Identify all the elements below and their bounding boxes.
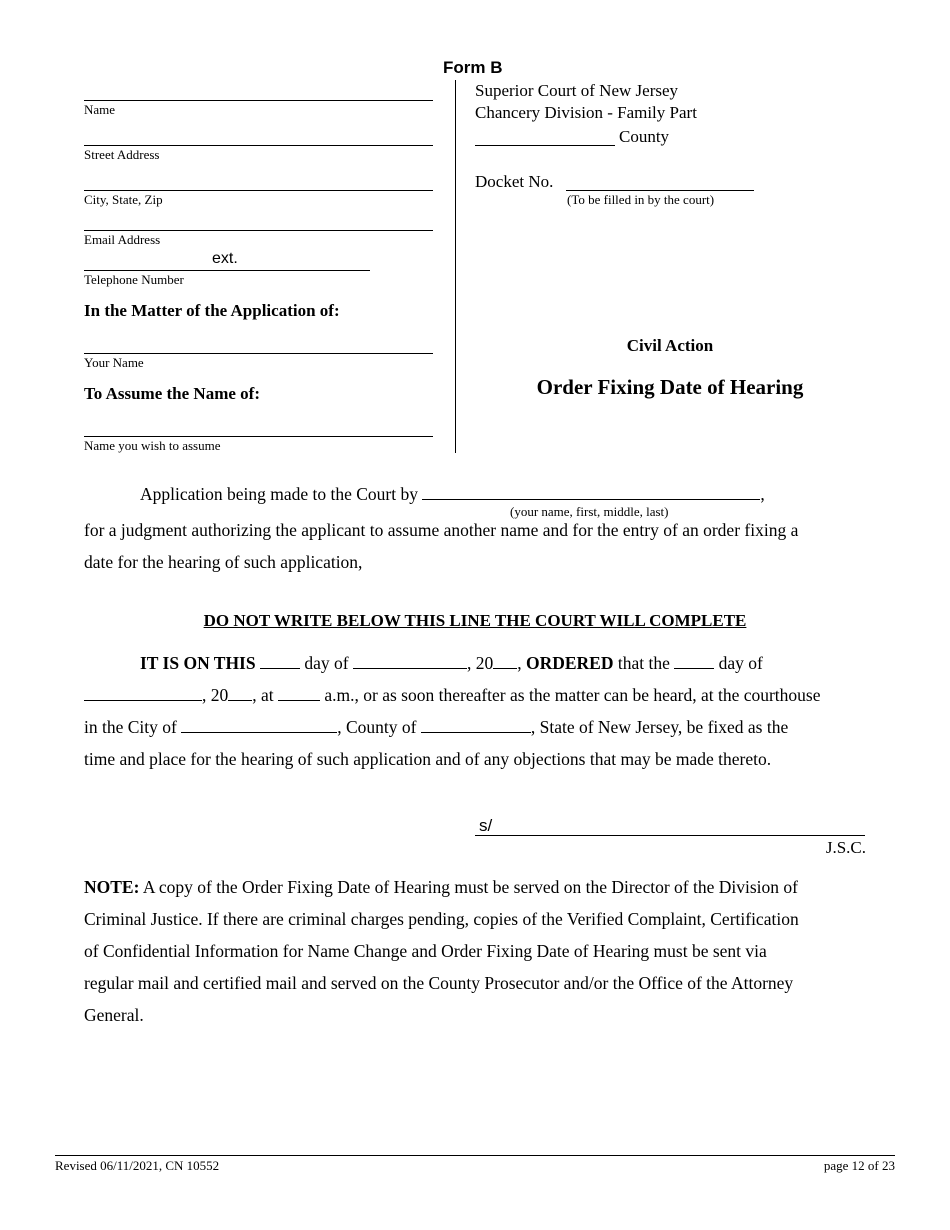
civil-action: Civil Action: [626, 336, 714, 355]
hearing-day-field[interactable]: [674, 651, 714, 669]
wish-name-input-line[interactable]: [84, 436, 433, 437]
at-text: , at: [252, 685, 274, 705]
year-prefix-2: , 20: [202, 685, 229, 705]
assume-heading: To Assume the Name of:: [84, 384, 260, 403]
am-text: a.m., or as soon thereafter as the matter can be heard, at the courthouse: [324, 685, 821, 705]
note-label: NOTE:: [84, 877, 140, 897]
city-label: City, State, Zip: [84, 192, 163, 207]
order-day-field[interactable]: [260, 651, 300, 669]
application-line1: [140, 482, 765, 505]
city-field[interactable]: [181, 715, 337, 733]
phone-label: Telephone Number: [84, 272, 184, 287]
state-text: , State of New Jersey, be fixed as the: [530, 717, 789, 737]
name-label: Name: [84, 102, 116, 117]
order-last-line: time and place for the hearing of such application and of any objections that may be made thereto.: [84, 749, 772, 769]
county-of-text: , County of: [337, 717, 417, 737]
court-line1: Superior Court of New Jersey: [475, 81, 679, 100]
it-is-on-this: IT IS ON THIS: [140, 653, 256, 673]
street-label: Street Address: [84, 147, 160, 162]
day-of-text-2: day of: [718, 653, 763, 673]
application-line3: date for the hearing of such application,: [84, 552, 363, 572]
in-city-text: in the City of: [84, 717, 177, 737]
ext-label: ext.: [212, 250, 238, 267]
note-paragraph: [84, 871, 874, 1031]
hearing-month-field[interactable]: [84, 683, 202, 701]
order-title: Order Fixing Date of Hearing: [536, 375, 804, 399]
applicant-name-note: (your name, first, middle, last): [510, 504, 669, 519]
hearing-year-field[interactable]: [228, 683, 252, 701]
your-name-input-line[interactable]: [84, 353, 433, 354]
county-field[interactable]: [421, 715, 531, 733]
caption-divider: [455, 80, 456, 453]
ordered-text: ORDERED: [525, 653, 614, 673]
your-name-label: Your Name: [84, 355, 144, 370]
signature-prefix: s/: [479, 816, 493, 835]
that-the-text: that the: [617, 653, 670, 673]
footer-revised: Revised 06/11/2021, CN 10552: [55, 1158, 220, 1173]
application-prefix: Application being made to the Court by: [140, 484, 419, 504]
docket-label: Docket No.: [475, 172, 554, 191]
signature-line[interactable]: [475, 835, 865, 836]
note-line3: of Confidential Information for Name Change and Order Fixing Date of Hearing must be sent via: [84, 941, 767, 961]
court-line2: Chancery Division - Family Part: [475, 103, 697, 122]
email-input-line[interactable]: [84, 230, 433, 231]
court-only-heading: DO NOT WRITE BELOW THIS LINE THE COURT WILL COMPLETE: [203, 611, 747, 630]
docket-note: (To be filled in by the court): [567, 192, 715, 207]
day-of-text: day of: [304, 653, 349, 673]
street-input-line[interactable]: [84, 145, 433, 146]
year-prefix: , 20: [466, 653, 494, 673]
application-line2: for a judgment authorizing the applicant to assume another name and for the entry of an order fixing a: [84, 520, 799, 540]
note-line2: Criminal Justice. If there are criminal charges pending, copies of the Verified Complaint, Certification: [84, 909, 799, 929]
name-input-line[interactable]: [84, 100, 433, 101]
applicant-name-field[interactable]: [422, 482, 760, 500]
form-title: Form B: [443, 58, 503, 77]
phone-input-line[interactable]: [84, 270, 370, 271]
note-line1: A copy of the Order Fixing Date of Hearing must be served on the Director of the Division of: [142, 877, 798, 897]
matter-heading: In the Matter of the Application of:: [84, 301, 340, 320]
wish-label: Name you wish to assume: [84, 438, 221, 453]
email-label: Email Address: [84, 232, 161, 247]
footer-page: page 12 of 23: [823, 1158, 895, 1173]
signature-title: J.S.C.: [825, 838, 866, 857]
application-suffix: ,: [760, 484, 765, 504]
note-line5: General.: [84, 1005, 144, 1025]
county-label: County: [619, 127, 670, 146]
note-line4: regular mail and certified mail and served on the County Prosecutor and/or the Office of the Attorney: [84, 973, 794, 993]
footer-rule: [55, 1155, 895, 1156]
order-paragraph: IT IS ON THIS day of , 20 , ORDERED that the day of , 20 , at a.m., or as soon thereafter as the matter can be heard, at the courthouse in the City of , County of , State of New Jersey, be fixed as the time and place for the hearing of such application and of any objections that may be made thereto.: [84, 647, 874, 775]
hearing-time-field[interactable]: [278, 683, 320, 701]
docket-input-line[interactable]: [566, 190, 754, 191]
order-year-field[interactable]: [493, 651, 517, 669]
county-input-line[interactable]: [475, 145, 615, 146]
city-input-line[interactable]: [84, 190, 433, 191]
order-month-field[interactable]: [353, 651, 467, 669]
